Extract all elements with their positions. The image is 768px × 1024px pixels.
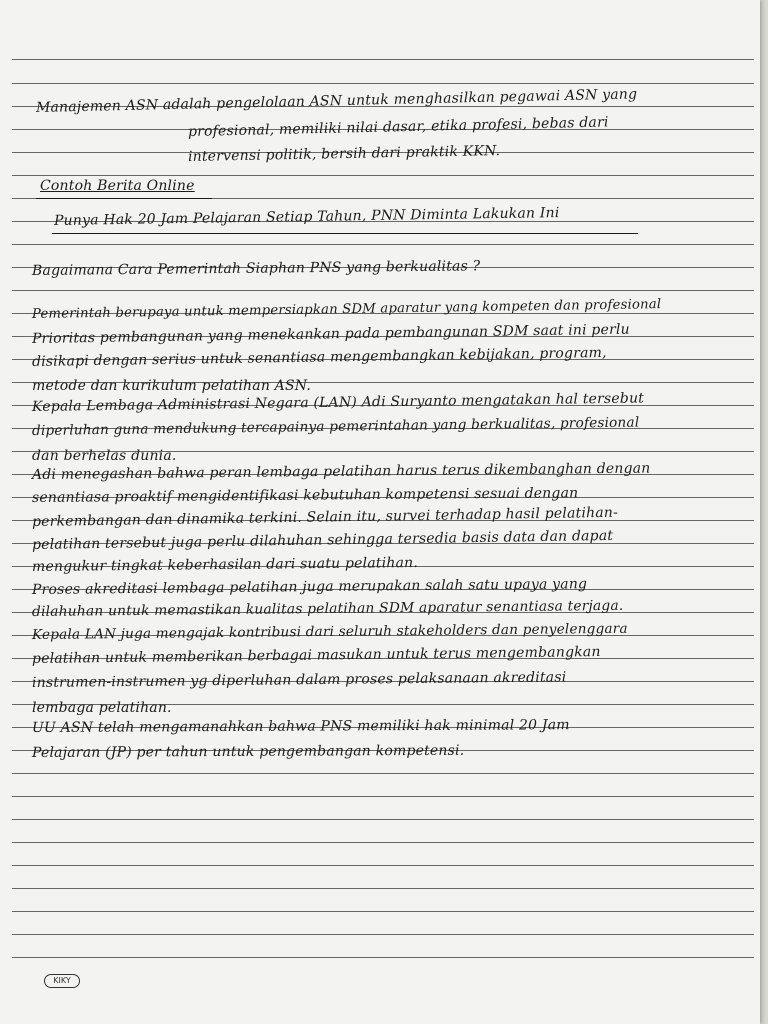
text-line: Prioritas pembangunan yang menekankan pada pembangunan SDM saat ini perlu xyxy=(31,321,630,347)
ruled-line xyxy=(12,290,754,291)
text-line: disikapi dengan serius untuk senantiasa mengembangkan kebijakan, program, xyxy=(31,344,607,370)
ruled-line xyxy=(12,83,754,84)
ruled-line xyxy=(12,865,754,866)
text-line: senantiasa proaktif mengidentifikasi kebutuhan kompetensi sesuai dengan xyxy=(31,485,579,506)
ruled-line xyxy=(12,957,754,958)
text-line: profesional, memiliki nilai dasar, etika profesi, bebas dari xyxy=(187,114,609,140)
text-line: Pelajaran (JP) per tahun untuk pengembangan kompetensi. xyxy=(31,742,465,761)
headline-underline xyxy=(52,229,638,234)
text-line: dan berhelas dunia. xyxy=(32,448,177,464)
text-line: Adi menegashan bahwa peran lembaga pelatihan harus terus dikembanghan dengan xyxy=(31,460,651,483)
news-headline: Punya Hak 20 Jam Pelajaran Setiap Tahun, PNN Diminta Lakukan Ini xyxy=(53,205,560,229)
text-line: metode dan kurikulum pelatihan ASN. xyxy=(32,378,311,394)
text-line: perkembangan dan dinamika terkini. Selain itu, survei terhadap hasil pelatihan- xyxy=(31,504,619,530)
text-line: pelatihan untuk memberikan berbagai masukan untuk terus mengembangkan xyxy=(31,644,601,667)
text-line: Manajemen ASN adalah pengelolaan ASN untuk menghasilkan pegawai ASN yang xyxy=(35,86,638,116)
text-line: intervensi politik, bersih dari praktik KKN. xyxy=(187,143,501,165)
ruled-line xyxy=(12,819,754,820)
text-line: dilahuhan untuk memastikan kualitas pelatihan SDM aparatur senantiasa terjaga. xyxy=(31,597,624,620)
ruled-line xyxy=(12,244,754,245)
ruled-line xyxy=(12,59,754,60)
text-line: Proses akreditasi lembaga pelatihan juga merupakan salah satu upaya yang xyxy=(31,576,588,598)
text-line: pelatihan tersebut juga perlu dilahuhan sehingga tersedia basis data dan dapat xyxy=(31,527,614,553)
ruled-line xyxy=(12,796,754,797)
ruled-line xyxy=(12,175,754,176)
ruled-line xyxy=(12,934,754,935)
text-line: Kepala LAN juga mengajak kontribusi dari seluruh stakeholders dan penyelenggara xyxy=(31,620,628,643)
text-line: Kepala Lembaga Administrasi Negara (LAN) Adi Suryanto mengatakan hal tersebut xyxy=(31,390,645,415)
text-line: UU ASN telah mengamanahkan bahwa PNS memiliki hak minimal 20 Jam xyxy=(31,717,570,736)
ruled-line xyxy=(12,888,754,889)
text-line: diperluhan guna mendukung tercapainya pemerintahan yang berkualitas, profesional xyxy=(31,414,640,439)
text-line: mengukur tingkat keberhasilan dari suatu pelatihan. xyxy=(31,554,419,575)
ruled-line xyxy=(12,773,754,774)
ruled-line xyxy=(12,842,754,843)
question-line: Bagaimana Cara Pemerintah Siaphan PNS yang berkualitas ? xyxy=(31,258,481,279)
heading-underline xyxy=(36,194,212,199)
notebook-logo: KIKY xyxy=(44,974,80,988)
text-line: Pemerintah berupaya untuk mempersiapkan SDM aparatur yang kompeten dan profesional xyxy=(31,297,662,322)
ruled-line xyxy=(12,911,754,912)
text-line: lembaga pelatihan. xyxy=(32,700,172,716)
text-line: instrumen-instrumen yg diperluhan dalam proses pelaksanaan akreditasi xyxy=(31,669,567,691)
section-heading: Contoh Berita Online xyxy=(40,178,195,194)
